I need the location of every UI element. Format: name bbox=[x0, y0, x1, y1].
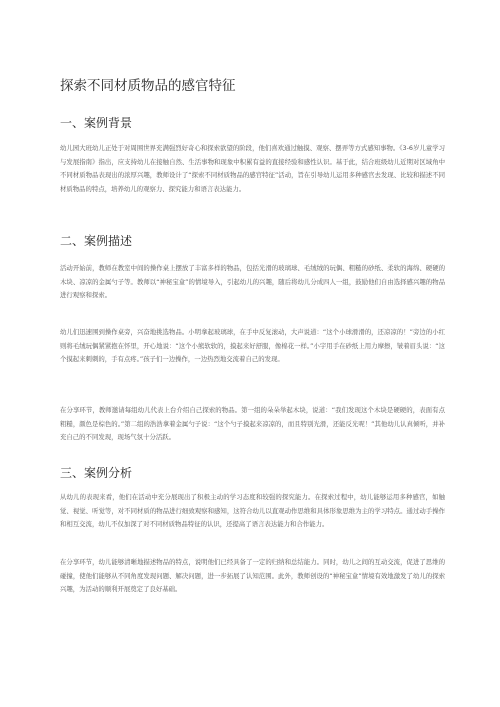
section-paragraph: 从幼儿的表现来看，他们在活动中充分展现出了积极主动的学习态度和较强的探究能力。在探索过程中，幼儿能够运用多种感官，如触觉、视觉、听觉等，对不同材质的物品进行细致观察和感知，这符合幼儿以直观动作思维和具体形象思维为主的学习特点。通过动手操作和相互交流，幼儿不仅加深了对不同材质物品特征的认识，还提高了语言表达能力和合作能力。 bbox=[60, 493, 445, 528]
section-paragraph: 活动开始前，教师在教室中间的操作桌上摆放了丰富多样的物品，包括光滑的玻璃球、毛绒绒的玩偶、粗糙的砂纸、柔软的海绵、硬硬的木块、凉凉的金属勺子等。教师以“神秘宝盒”的情境导入，引起幼儿的兴趣，随后将幼儿分成四人一组，鼓励他们自由选择感兴趣的物品进行观察和探索。 bbox=[60, 264, 445, 299]
section-heading-description: 二、案例描述 bbox=[60, 234, 133, 248]
section-heading-background: 一、案例背景 bbox=[60, 116, 133, 130]
document-title: 探索不同材质物品的感官特征 bbox=[60, 78, 236, 94]
section-paragraph: 在分享环节，幼儿能够清晰地描述物品的特点，说明他们已经具备了一定的归纳和总结能力。同时，幼儿之间的互动交流，促进了思维的碰撞，使他们能够从不同角度发现问题、解决问题，进一步拓展了认知范围。此外，教师创设的“神秘宝盒”情境有效地激发了幼儿的探索兴趣，为活动的顺利开展奠定了良好基础。 bbox=[60, 558, 445, 593]
section-paragraph: 幼儿们迅速围到操作桌旁，兴奋地挑选物品。小明拿起玻璃球，在手中反复滚动，大声说道：“这个小球滑滑的，还凉凉的！”旁边的小红则将毛绒玩偶紧紧抱在怀里，开心地说：“这个小熊软软的，摸起来好舒服，像棉花一样。”小宇用手在砂纸上用力摩擦，皱着眉头说：“这个摸起来刺刺的，手有点疼。”孩子们一边操作，一边热烈地交流着自己的发现。 bbox=[60, 328, 445, 363]
section-paragraph: 在分享环节，教师邀请每组幼儿代表上台介绍自己探索的物品。第一组的朵朵举起木块，说道：“我们发现这个木块是硬硬的，表面有点粗糙，颜色是棕色的。”第二组的浩浩拿着金属勺子说：“这个勺子摸起来凉凉的，而且特别光滑，还能反光呢！”其他幼儿认真倾听，并补充自己的不同发现，现场气氛十分活跃。 bbox=[60, 406, 445, 441]
section-heading-analysis: 三、案例分析 bbox=[60, 466, 133, 480]
section-paragraph: 幼儿园大班幼儿正处于对周围世界充满强烈好奇心和探索欲望的阶段，他们喜欢通过触摸、观察、摆弄等方式感知事物。《3-6岁儿童学习与发展指南》指出，应支持幼儿在接触自然、生活事物和现象中积累有益的直接经验和感性认识。基于此，结合班级幼儿近期对区域角中不同材质物品表现出的浓厚兴趣，教师设计了“探索不同材质物品的感官特征”活动，旨在引导幼儿运用多种感官去发现、比较和描述不同材质物品的特点，培养幼儿的观察力、探究能力和语言表达能力。 bbox=[60, 144, 445, 193]
